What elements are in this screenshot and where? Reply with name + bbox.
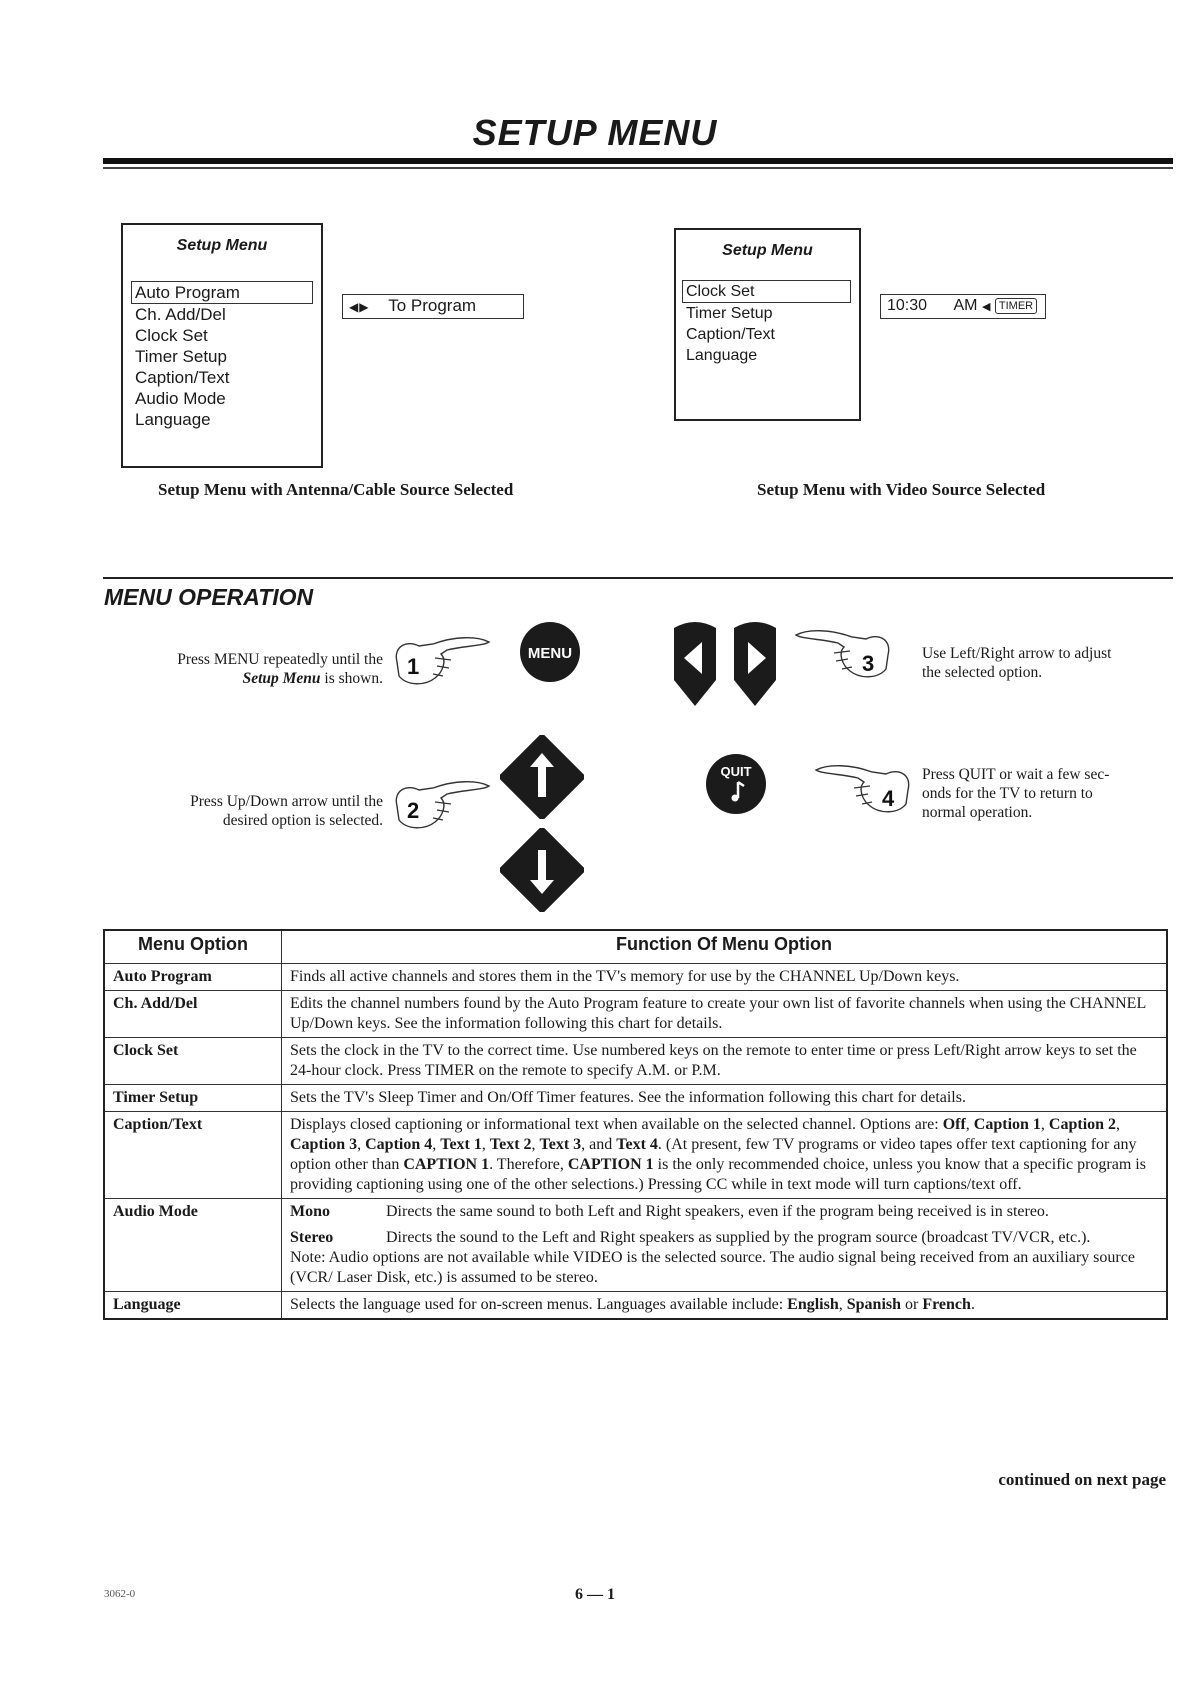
quit-button-icon[interactable] bbox=[704, 752, 768, 816]
hand-pointer-4-icon bbox=[810, 760, 920, 820]
ct-text1: Text 1 bbox=[440, 1136, 482, 1153]
mono-text: Directs the same sound to both Left and Right speakers, even if the program being received is in stereo. bbox=[386, 1203, 1049, 1220]
left-right-arrows-icon: ◀▶ bbox=[349, 300, 370, 314]
step3-line1: Use Left/Right arrow to adjust bbox=[922, 645, 1112, 662]
page-number: 6 — 1 bbox=[575, 1586, 615, 1603]
menu-item-language[interactable]: Language bbox=[686, 347, 758, 364]
setup-menu-title: Setup Menu bbox=[176, 237, 268, 254]
setup-menu-list bbox=[686, 280, 859, 366]
menu-item-timer-setup[interactable]: Timer Setup bbox=[135, 347, 227, 366]
step1-line1: Press MENU repeatedly until the bbox=[177, 651, 383, 668]
step4-number: 4 bbox=[882, 786, 895, 811]
down-arrow-button-icon[interactable] bbox=[500, 828, 584, 912]
lang-french: French bbox=[922, 1296, 971, 1313]
ct-off: Off bbox=[942, 1116, 966, 1133]
title-rule-thin bbox=[103, 167, 1173, 169]
menu-button-label: MENU bbox=[527, 645, 573, 662]
menu-item-language[interactable]: Language bbox=[135, 410, 211, 429]
clock-hint bbox=[880, 294, 1046, 319]
step4-text bbox=[922, 765, 1109, 822]
menu-item-timer-setup[interactable]: Timer Setup bbox=[686, 305, 773, 322]
hand-pointer-2-icon bbox=[385, 776, 495, 836]
menu-button-icon[interactable] bbox=[518, 620, 582, 684]
document-code: 3062-0 bbox=[104, 1588, 136, 1600]
menu-item-ch-add-del[interactable]: Ch. Add/Del bbox=[135, 305, 226, 324]
clock-time: 10:30 bbox=[887, 297, 928, 314]
lang-spanish: Spanish bbox=[846, 1296, 902, 1313]
header-function: Function Of Menu Option bbox=[282, 930, 1168, 964]
ct-sep: , bbox=[1116, 1116, 1121, 1133]
page-title: SETUP MENU bbox=[472, 112, 718, 153]
option-auto-program: Auto Program bbox=[104, 964, 282, 991]
audio-stereo bbox=[290, 1228, 1158, 1248]
stereo-label: Stereo bbox=[290, 1229, 334, 1246]
step1-line2 bbox=[177, 669, 383, 688]
table-row bbox=[104, 1112, 1167, 1199]
header-menu-option: Menu Option bbox=[104, 930, 282, 964]
ct-sep: , bbox=[1040, 1116, 1049, 1133]
ct-sep: , bbox=[531, 1136, 540, 1153]
step1-setup-menu-em: Setup Menu bbox=[242, 670, 321, 687]
up-arrow-button-icon[interactable] bbox=[500, 735, 584, 819]
table-row bbox=[104, 964, 1167, 991]
ct-sep: , bbox=[432, 1136, 441, 1153]
menu-item-audio-mode[interactable]: Audio Mode bbox=[135, 389, 226, 408]
ct-sep: , bbox=[357, 1136, 366, 1153]
step1-number: 1 bbox=[407, 654, 420, 679]
quit-button-label: QUIT bbox=[720, 764, 752, 779]
menu-item-caption-text[interactable]: Caption/Text bbox=[135, 368, 230, 387]
step4-line3: normal operation. bbox=[922, 804, 1033, 821]
caption-antenna: Setup Menu with Antenna/Cable Source Selected bbox=[158, 480, 514, 499]
ct-text: is the only recommended choice, unless you know that a specific program is providing captioning using one of the other selections.) Pressing CC while in text mode will turn captions/text off. bbox=[290, 1156, 1146, 1193]
function-clock-set: Sets the clock in the TV to the correct time. Use numbered keys on the remote to enter time or press Left/Right arrow keys to set the 24-hour clock. Press TIMER on the remote to specify A.M. or P.M. bbox=[282, 1038, 1168, 1085]
function-language bbox=[282, 1292, 1168, 1320]
option-language: Language bbox=[104, 1292, 282, 1320]
audio-mono bbox=[290, 1202, 1158, 1222]
ct-and: , and bbox=[581, 1136, 617, 1153]
menu-item-auto-program[interactable]: Auto Program bbox=[131, 281, 313, 304]
step1-text bbox=[177, 650, 383, 688]
option-caption-text: Caption/Text bbox=[104, 1112, 282, 1199]
step4-line1: Press QUIT or wait a few sec- bbox=[922, 766, 1110, 783]
step1-line2-rest: is shown. bbox=[320, 670, 383, 687]
menu-item-caption-text[interactable]: Caption/Text bbox=[686, 326, 775, 343]
hand-pointer-3-icon bbox=[790, 625, 900, 685]
step3-number: 3 bbox=[862, 651, 875, 676]
step3-line2: the selected option. bbox=[922, 664, 1043, 681]
ct-text4: Text 4 bbox=[616, 1136, 658, 1153]
setup-menu-list bbox=[135, 281, 321, 430]
caption-video: Setup Menu with Video Source Selected bbox=[757, 480, 1046, 499]
ct-sep: , bbox=[481, 1136, 490, 1153]
to-program-hint bbox=[342, 294, 524, 319]
menu-item-clock-set[interactable]: Clock Set bbox=[682, 280, 851, 303]
step3-text bbox=[922, 644, 1111, 682]
stereo-text: Directs the sound to the Left and Right speakers as supplied by the program source (broadcast TV/VCR, etc.). bbox=[386, 1229, 1091, 1246]
menu-option-table bbox=[103, 929, 1168, 1320]
table-row bbox=[104, 991, 1167, 1038]
continued-note: continued on next page bbox=[998, 1470, 1166, 1489]
table-row bbox=[104, 1199, 1167, 1292]
lang-text: Selects the language used for on-screen menus. Languages available include: bbox=[290, 1296, 788, 1313]
step2-line2: desired option is selected. bbox=[222, 812, 383, 829]
setup-menu-title: Setup Menu bbox=[722, 242, 813, 259]
left-arrow-button-icon[interactable] bbox=[668, 620, 722, 710]
ct-caption4: Caption 4 bbox=[365, 1136, 433, 1153]
left-arrow-icon: ◀ bbox=[981, 301, 991, 313]
option-timer-setup: Timer Setup bbox=[104, 1085, 282, 1112]
setup-menu-antenna-box bbox=[121, 223, 323, 468]
option-ch-add-del: Ch. Add/Del bbox=[104, 991, 282, 1038]
ct-caption3: Caption 3 bbox=[290, 1136, 358, 1153]
lang-sep: , bbox=[838, 1296, 847, 1313]
setup-menu-video-box bbox=[674, 228, 861, 421]
table-row bbox=[104, 1085, 1167, 1112]
mono-label: Mono bbox=[290, 1203, 330, 1220]
lang-english: English bbox=[787, 1296, 839, 1313]
section-rule bbox=[103, 577, 1173, 579]
function-caption-text bbox=[282, 1112, 1168, 1199]
step2-line1: Press Up/Down arrow until the bbox=[190, 793, 383, 810]
section-title-menu-operation: MENU OPERATION bbox=[104, 584, 314, 610]
menu-item-clock-set[interactable]: Clock Set bbox=[135, 326, 208, 345]
ct-text: Displays closed captioning or informational text when available on the selected channel. Options are: bbox=[290, 1116, 943, 1133]
step4-line2: onds for the TV to return to bbox=[922, 785, 1093, 802]
option-clock-set: Clock Set bbox=[104, 1038, 282, 1085]
function-auto-program: Finds all active channels and stores them in the TV's memory for use by the CHANNEL Up/Down keys. bbox=[282, 964, 1168, 991]
function-audio-mode bbox=[282, 1199, 1168, 1292]
lang-or: or bbox=[901, 1296, 923, 1313]
function-timer-setup: Sets the TV's Sleep Timer and On/Off Timer features. See the information following this chart for details. bbox=[282, 1085, 1168, 1112]
table-row bbox=[104, 1038, 1167, 1085]
ct-caption1: Caption 1 bbox=[973, 1116, 1041, 1133]
ct-caption2: Caption 2 bbox=[1048, 1116, 1117, 1133]
timer-key-icon: TIMER bbox=[995, 298, 1037, 314]
step2-text bbox=[190, 792, 383, 830]
ct-caption1-caps: CAPTION 1 bbox=[403, 1156, 490, 1173]
table-header-row bbox=[104, 930, 1167, 964]
ct-text: . Therefore, bbox=[489, 1156, 568, 1173]
lang-end: . bbox=[970, 1296, 975, 1313]
ct-text: . (At present, few TV programs or video tapes offer text captioning for any option other than bbox=[290, 1136, 1137, 1173]
function-ch-add-del: Edits the channel numbers found by the Auto Program feature to create your own list of favorite channels when using the CHANNEL Up/Down keys. See the information following this chart for details. bbox=[282, 991, 1168, 1038]
ct-sep: , bbox=[965, 1116, 974, 1133]
hint-text: To Program bbox=[388, 296, 477, 315]
right-arrow-button-icon[interactable] bbox=[728, 620, 782, 710]
ct-caption1-caps: CAPTION 1 bbox=[567, 1156, 654, 1173]
clock-ampm: AM bbox=[953, 297, 978, 314]
ct-text3: Text 3 bbox=[539, 1136, 582, 1153]
option-audio-mode: Audio Mode bbox=[104, 1199, 282, 1292]
audio-note: Note: Audio options are not available while VIDEO is the selected source. The audio signal being received from an auxiliary source (VCR/ Laser Disk, etc.) is assumed to be stereo. bbox=[290, 1249, 1135, 1286]
ct-text2: Text 2 bbox=[489, 1136, 532, 1153]
title-rule bbox=[103, 158, 1173, 164]
hand-pointer-1-icon bbox=[385, 632, 495, 692]
step2-number: 2 bbox=[407, 798, 420, 823]
table-row bbox=[104, 1292, 1167, 1320]
